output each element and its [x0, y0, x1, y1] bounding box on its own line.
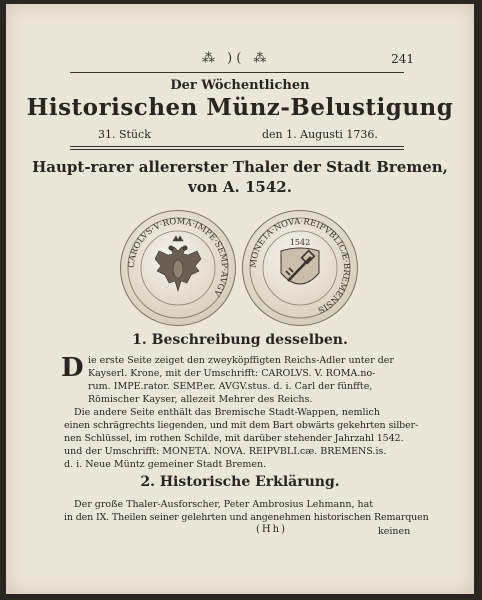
masthead-top-rule — [70, 72, 404, 73]
masthead-title: Historischen Münz-Belustigung — [26, 94, 454, 121]
coin-reverse — [242, 210, 358, 326]
section1-line-4: Römischer Kayser, allezeit Mehrer des Reichs. — [88, 394, 313, 405]
section2-line-2: in den IX. Theilen seiner gelehrten und angenehmen historischen Remarquen — [64, 512, 429, 523]
section1-line-1: ie erste Seite zeiget den zweyköpffigten Reichs-Adler unter der — [88, 355, 394, 366]
drop-cap: D — [61, 353, 84, 383]
issue-number: 31. Stück — [98, 128, 151, 141]
section1-line-2: Kayserl. Krone, mit der Umschrifft: CAROLVS. V. ROMA.no- — [88, 368, 376, 379]
book-page — [6, 4, 474, 594]
section2-line-1: Der große Thaler-Ausforscher, Peter Ambrosius Lehmann, hat — [74, 499, 374, 510]
masthead-bottom-rule-thin — [70, 149, 404, 150]
page-number: 241 — [391, 52, 414, 66]
section2-heading: 2. Historische Erklärung. — [140, 474, 340, 490]
obverse-legend: CAROLVS·V·ROMA·IMPE·SEMP·AVGV — [126, 216, 230, 298]
coin-reverse-art — [243, 211, 357, 325]
section1-line-5: Die andere Seite enthält das Bremische Stadt-Wappen, nemlich — [74, 407, 380, 418]
section1-line-9: d. i. Neue Müntz gemeiner Stadt Bremen. — [64, 459, 267, 470]
reverse-legend: MONETA·NOVA·REIPVBLICÆ·BREMENSIS — [248, 216, 352, 315]
section1-line-7: nen Schlüssel, im rothen Schilde, mit darüber stehender Jahrzahl 1542. — [64, 433, 404, 444]
double-headed-eagle-icon — [155, 236, 201, 291]
article-title-line-2: von A. 1542. — [188, 178, 292, 196]
section1-line-8: und der Umschrifft: MONETA. NOVA. REIPVBLI.cæ. BREMENS.is. — [64, 446, 387, 457]
header-ornament: ⁂ )( ⁂ — [202, 51, 271, 66]
section1-line-3: rum. IMPE.rator. SEMP.er. AVGV.stus. d. i. Carl der fünffte, — [88, 381, 373, 392]
article-title-line-1: Haupt-rarer allererster Thaler der Stadt Bremen, — [32, 158, 448, 176]
masthead-bottom-rule — [70, 146, 404, 147]
coin-obverse-art — [121, 211, 235, 325]
coin-obverse — [120, 210, 236, 326]
signature-mark: (Hh) — [256, 524, 287, 535]
issue-date: den 1. Augusti 1736. — [262, 128, 378, 141]
bremen-key-shield-icon — [281, 248, 319, 284]
catchword: keinen — [378, 526, 411, 537]
masthead-line-1: Der Wöchentlichen — [170, 78, 310, 93]
reverse-year: 1542 — [289, 238, 311, 247]
section1-line-6: einen schrägrechts liegenden, und mit dem Bart obwärts gekehrten silber- — [64, 420, 419, 431]
section1-heading: 1. Beschreibung desselben. — [132, 332, 348, 348]
